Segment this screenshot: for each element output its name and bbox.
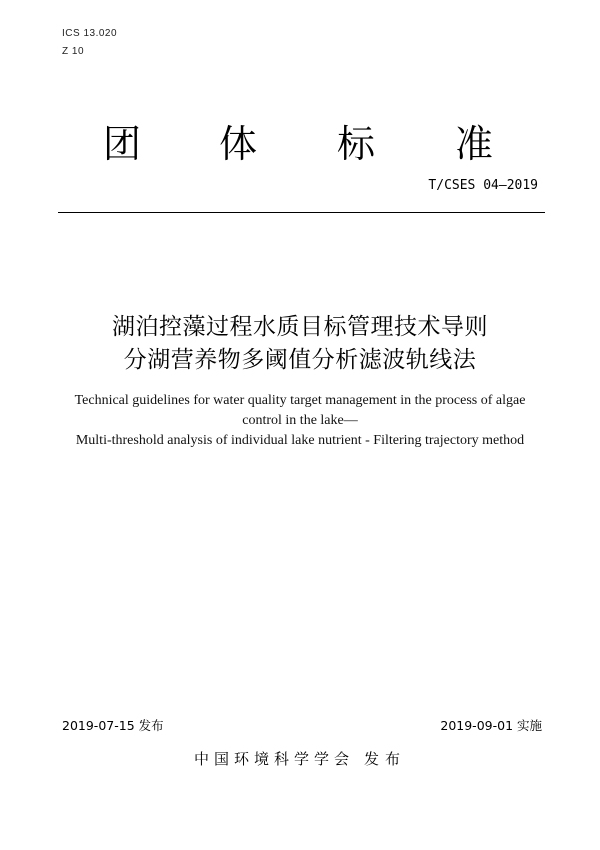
ccs-code: Z 10: [62, 46, 85, 57]
issue-date: 2019-07-15 发布: [62, 718, 164, 733]
chinese-title-line-1: 湖泊控藻过程水质目标管理技术导则: [112, 314, 488, 340]
publisher-name: 中国环境科学学会: [193, 750, 354, 768]
english-title-line-2: control in the lake—: [242, 413, 358, 428]
ics-code: ICS 13.020: [62, 28, 118, 39]
standard-type-char-3: 标: [337, 122, 376, 166]
standard-type-char-1: 团: [103, 122, 142, 166]
standard-number: T/CSES 04—2019: [428, 178, 538, 193]
english-title-line-3: Multi-threshold analysis of individual lake nutrient - Filtering trajectory method: [75, 433, 525, 448]
standard-type-char-4: 准: [455, 122, 494, 166]
implementation-date: 2019-09-01 实施: [440, 718, 542, 733]
publisher-line: [0, 748, 600, 769]
header-divider: [58, 212, 545, 213]
standard-type-char-2: 体: [219, 122, 258, 166]
english-title-line-1: Technical guidelines for water quality target management in the process of algae: [74, 393, 526, 408]
chinese-title-line-2: 分湖营养物多阈值分析滤波轨线法: [123, 347, 477, 373]
publish-label: 发布: [364, 750, 407, 768]
